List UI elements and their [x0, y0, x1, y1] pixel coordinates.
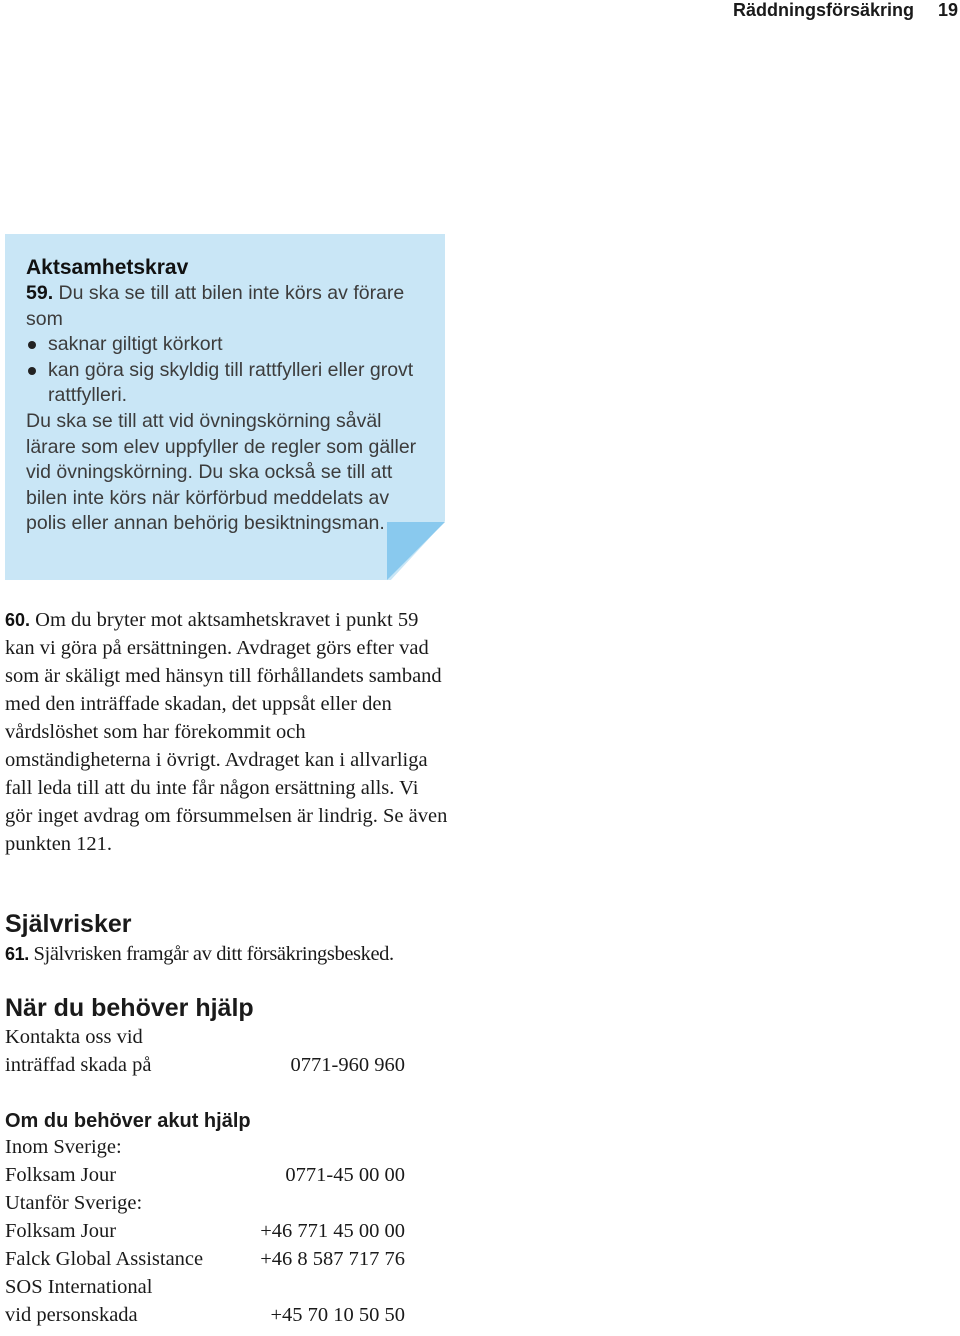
condition-list — [26, 332, 426, 409]
contact-label: inträffad skada på — [5, 1054, 152, 1076]
list-item: kan göra sig skyldig till rattfylleri eller grovt rattfylleri. — [26, 358, 426, 409]
help-section — [5, 994, 405, 1079]
clause-59-intro: 59. Du ska se till att bilen inte körs av förare som — [26, 282, 405, 330]
contact-label: Folksam Jour — [5, 1164, 117, 1186]
contact-row — [5, 1273, 405, 1301]
contact-label: vid personskada — [5, 1304, 138, 1326]
section-title: Räddningsförsäkring — [732, 0, 914, 20]
list-item: saknar giltigt körkort — [26, 332, 426, 358]
clause-60 — [5, 606, 450, 858]
page-number: 19 — [937, 0, 958, 20]
contact-row — [5, 1245, 405, 1273]
sjalvrisker-section — [5, 910, 455, 969]
contact-label: Utanför Sverige: — [5, 1192, 143, 1214]
urgent-help-section — [5, 1110, 405, 1329]
phone-number: 0771-45 00 00 — [285, 1164, 405, 1186]
phone-number: +46 8 587 717 76 — [260, 1248, 405, 1270]
section-heading: När du behöver hjälp — [5, 994, 254, 1022]
contact-label: Falck Global Assistance — [5, 1248, 204, 1270]
contact-row — [5, 1051, 405, 1079]
contact-row: Kontakta oss vid — [5, 1026, 143, 1048]
phone-number: +46 771 45 00 00 — [260, 1220, 405, 1242]
clause-60-text: Om du bryter mot aktsamhetskravet i punkt 59 kan vi göra på ersättningen. Avdraget görs efter vad som är skäligt med hänsyn till förhållandets samband med den inträffade skadan, det uppsåt eller den vårdslöshet som har förekommit och omständigheterna i övrigt. Avdraget kan i allvarliga fall leda till att du inte får någon ersättning alls. Vi gör inget avdrag om försummelsen är lindrig. Se även punkten 121. — [5, 609, 448, 855]
clause-number: 59. — [26, 282, 54, 304]
contact-label: SOS International — [5, 1276, 153, 1298]
contact-row — [5, 1161, 405, 1189]
contact-row — [5, 1217, 405, 1245]
phone-number: 0771-960 960 — [290, 1054, 405, 1076]
aktsamhetskrav-section — [26, 255, 426, 537]
clause-number: 61. — [5, 944, 29, 964]
contact-label: Folksam Jour — [5, 1220, 117, 1242]
contact-row — [5, 1301, 405, 1329]
contact-row — [5, 1189, 405, 1217]
section-heading: Självrisker — [5, 910, 132, 938]
clause-59-paragraph: Du ska se till att vid övningskörning såväl lärare som elev uppfyller de regler som gäller vid övningskörning. Du ska också se till att bilen inte körs när körförbud meddelats av polis eller annan behörig besiktningsman. — [26, 409, 417, 535]
clause-number: 60. — [5, 610, 31, 630]
page-header — [560, 0, 960, 22]
clause-61: 61. Självrisken framgår av ditt försäkringsbesked. — [5, 943, 394, 965]
contact-row — [5, 1133, 405, 1161]
contact-label: Inom Sverige: — [5, 1136, 122, 1158]
phone-number: +45 70 10 50 50 — [270, 1304, 405, 1326]
section-heading: Om du behöver akut hjälp — [5, 1110, 251, 1132]
box-heading: Aktsamhetskrav — [26, 256, 189, 279]
